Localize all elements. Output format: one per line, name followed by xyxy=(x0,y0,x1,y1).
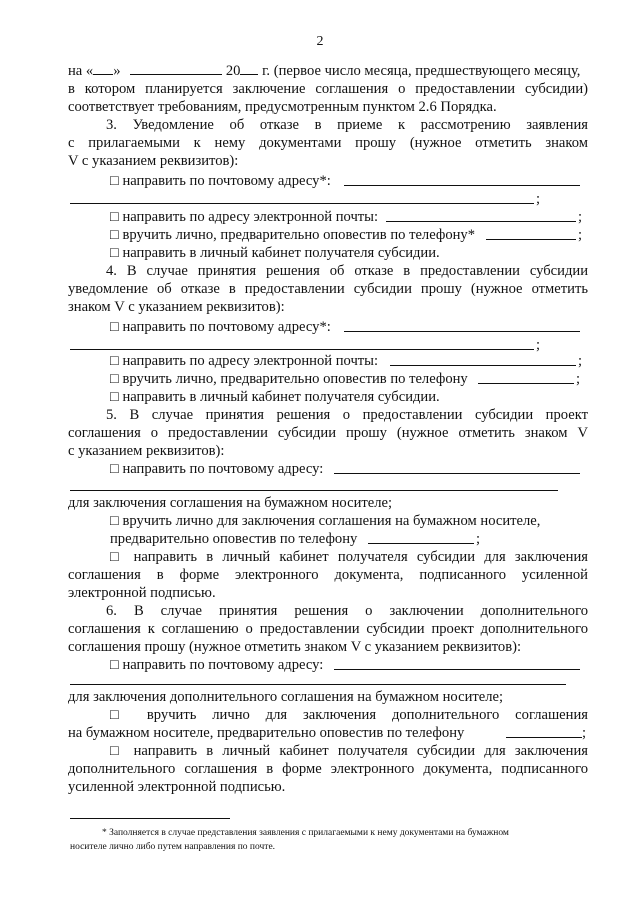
footnote-line-1: * Заполняется в случае представления заявления с прилагаемыми к нему документами на бумажном xyxy=(102,828,509,838)
s3-line-3: V с указанием реквизитов): xyxy=(68,153,239,169)
month-blank xyxy=(130,62,222,75)
s6-hand-line-2 xyxy=(68,724,588,742)
s4-line-1: 4. В случае принятия решения об отказе в предоставлении субсидии xyxy=(106,263,588,279)
s3-email-semicolon: ; xyxy=(578,209,583,225)
s6-line-2: соглашения к соглашению о предоставлении субсидии проект дополнительного xyxy=(68,621,588,637)
s3-hand-semicolon: ; xyxy=(578,227,583,243)
s5-hand-label-2: предварительно оповестив по телефону xyxy=(110,531,358,547)
intro-text-1: г. (первое число месяца, предшествующего месяцу, xyxy=(262,63,581,79)
s3-post-address-line[interactable] xyxy=(344,185,580,186)
s5-cabinet-line-3: электронной подписью. xyxy=(68,585,216,601)
s6-line-1: 6. В случае принятия решения о заключении дополнительного xyxy=(106,603,588,619)
s5-post-address-line-2[interactable] xyxy=(70,490,558,491)
s6-line-3: соглашения прошу (нужное отметить знаком V с указанием реквизитов): xyxy=(68,639,522,655)
day-blank xyxy=(93,62,113,75)
s3-post-option[interactable] xyxy=(110,172,588,190)
year-prefix: 20 xyxy=(225,63,241,79)
s3-email-label: □ направить по адресу электронной почты: xyxy=(110,209,379,225)
s4-hand-label: □ вручить лично, предварительно оповестив по телефону xyxy=(110,371,468,387)
s6-cabinet-option[interactable]: □ направить в личный кабинет получателя субсидии для заключения xyxy=(110,743,588,759)
s5-hand-option[interactable]: □ вручить лично для заключения соглашения на бумажном носителе, xyxy=(110,513,541,529)
intro-line-2: в котором планируется заключение соглашения о предоставлении субсидии) xyxy=(68,81,588,97)
s4-line-2: уведомление об отказе в предоставлении субсидии прошу (нужное отметить xyxy=(68,281,588,297)
s5-post-label: □ направить по почтовому адресу: xyxy=(110,461,324,477)
s5-hand-line-2 xyxy=(110,530,588,548)
s4-email-semicolon: ; xyxy=(578,353,583,369)
s6-hand-option[interactable]: □ вручить лично для заключения дополнительного соглашения xyxy=(110,707,588,723)
s4-email-option[interactable] xyxy=(110,352,588,370)
s5-post-address-line[interactable] xyxy=(334,473,580,474)
s3-cabinet-option[interactable]: □ направить в личный кабинет получателя субсидии. xyxy=(110,245,440,261)
s3-hand-option[interactable] xyxy=(110,226,588,244)
s6-cabinet-line-3: усиленной электронной подписью. xyxy=(68,779,286,795)
s6-hand-label-2: на бумажном носителе, предварительно оповестив по телефону xyxy=(68,725,465,741)
page-number: 2 xyxy=(316,34,324,49)
date-quote: » xyxy=(113,63,121,79)
s5-post-option[interactable] xyxy=(110,460,588,478)
s5-cabinet-option[interactable]: □ направить в личный кабинет получателя субсидии для заключения xyxy=(110,549,588,565)
s5-cabinet-line-2: соглашения в форме электронного документа, подписанного усиленной xyxy=(68,567,588,583)
s4-post-semicolon: ; xyxy=(536,337,541,353)
s3-line-1: 3. Уведомление об отказе в приеме к рассмотрению заявления xyxy=(106,117,588,133)
s5-paper-text: для заключения соглашения на бумажном носителе; xyxy=(68,495,393,511)
s6-hand-semicolon: ; xyxy=(582,725,587,741)
s3-post-semicolon: ; xyxy=(536,191,541,207)
s4-post-label: □ направить по почтовому адресу*: xyxy=(110,319,331,335)
s5-hand-semicolon: ; xyxy=(476,531,481,547)
s6-post-label: □ направить по почтовому адресу: xyxy=(110,657,324,673)
s6-phone-line[interactable] xyxy=(506,737,582,738)
intro-line-3: соответствует требованиям, предусмотренным пунктом 2.6 Порядка. xyxy=(68,99,497,115)
s3-post-label: □ направить по почтовому адресу*: xyxy=(110,173,331,189)
s4-line-3: знаком V с указанием реквизитов): xyxy=(68,299,285,315)
date-prefix: на « xyxy=(68,63,94,79)
footnote-separator xyxy=(70,818,230,819)
s4-email-label: □ направить по адресу электронной почты: xyxy=(110,353,379,369)
s4-hand-option[interactable] xyxy=(110,370,588,388)
s6-post-address-line-2[interactable] xyxy=(70,684,566,685)
s5-line-3: с указанием реквизитов): xyxy=(68,443,225,459)
intro-line-1 xyxy=(68,62,588,80)
s4-phone-line[interactable] xyxy=(478,383,574,384)
year-blank xyxy=(240,62,258,75)
s5-line-2: соглашения о предоставлении субсидии прошу (нужное отметить знаком V xyxy=(68,425,588,441)
s3-email-option[interactable] xyxy=(110,208,588,226)
s4-hand-semicolon: ; xyxy=(576,371,581,387)
s3-post-address-line-2[interactable] xyxy=(70,203,534,204)
s6-post-address-line[interactable] xyxy=(334,669,580,670)
s4-email-line[interactable] xyxy=(390,365,576,366)
s6-paper-text: для заключения дополнительного соглашения на бумажном носителе; xyxy=(68,689,504,705)
s3-email-line[interactable] xyxy=(386,221,576,222)
s4-post-option[interactable] xyxy=(110,318,588,336)
s5-phone-line[interactable] xyxy=(368,543,474,544)
s3-line-2: с прилагаемыми к нему документами прошу (нужное отметить знаком xyxy=(68,135,588,151)
s3-hand-label: □ вручить лично, предварительно оповестив по телефону* xyxy=(110,227,476,243)
footnote-line-2: носителе лично либо путем направления по почте. xyxy=(70,842,276,852)
s4-cabinet-option[interactable]: □ направить в личный кабинет получателя субсидии. xyxy=(110,389,440,405)
s3-phone-line[interactable] xyxy=(486,239,576,240)
s6-post-option[interactable] xyxy=(110,656,588,674)
s4-post-address-line-2[interactable] xyxy=(70,349,534,350)
s4-post-address-line[interactable] xyxy=(344,331,580,332)
s5-line-1: 5. В случае принятия решения о предоставлении субсидии проект xyxy=(106,407,588,423)
s6-cabinet-line-2: дополнительного соглашения в форме электронного документа, подписанного xyxy=(68,761,588,777)
